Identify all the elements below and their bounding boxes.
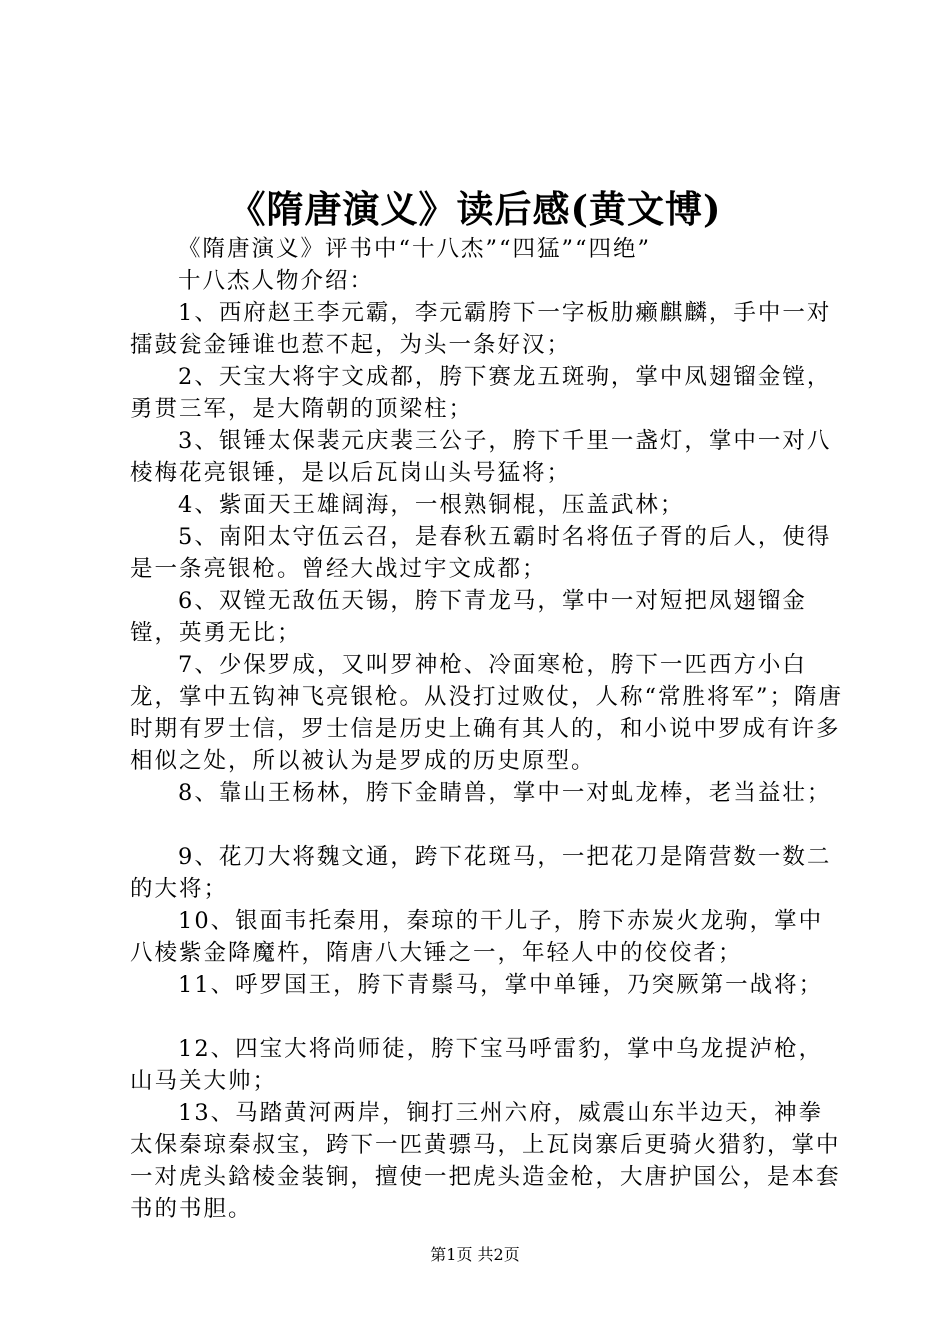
list-item: 8、靠山王杨林，胯下金睛兽，掌中一对虬龙棒，老当益壮； [178, 780, 832, 806]
list-item: 3、银锤太保裴元庆裴三公子，胯下千里一盏灯，掌中一对八棱梅花亮银锤，是以后瓦岗山头号猛将； [130, 428, 832, 486]
list-item: 6、双镗无敌伍天锡，胯下青龙马，掌中一对短把凤翅镏金镗，英勇无比； [130, 588, 807, 646]
list-item: 10、银面韦托秦用，秦琼的干儿子，胯下赤炭火龙驹，掌中八棱紫金降魔杵，隋唐八大锤之一，年轻人中的佼佼者； [130, 908, 824, 966]
list-item: 12、四宝大将尚师徒，胯下宝马呼雷豹，掌中乌龙提泸枪，山马关大帅； [130, 1036, 824, 1094]
paragraph-gap [130, 809, 845, 841]
document-body [130, 233, 845, 1225]
list-item: 9、花刀大将魏文通，跨下花斑马，一把花刀是隋营数一数二的大将； [130, 844, 832, 902]
document-title: 《隋唐演义》读后感(黄文博) [228, 187, 722, 231]
list-item: 7、少保罗成，又叫罗神枪、冷面寒枪，胯下一匹西方小白龙，掌中五钩神飞亮银枪。从没打过败仗，人称“常胜将军”；隋唐时期有罗士信，罗士信是历史上确有其人的，和小说中罗成有许多相似之处，所以被认为是罗成的历史原型。 [130, 652, 844, 774]
list-item: 4、紫面天王雄阔海，一根熟铜棍，压盖武林； [178, 492, 685, 518]
list-item: 11、呼罗国王，胯下青鬃马，掌中单锤，乃突厥第一战将； [178, 972, 824, 998]
paragraph-gap [130, 1001, 845, 1033]
page-footer: 第1页 共2页 [430, 1245, 520, 1264]
list-item: 1、西府赵王李元霸，李元霸胯下一字板肋癞麒麟，手中一对擂鼓瓮金锤谁也惹不起，为头一条好汉； [130, 300, 832, 358]
section-heading: 十八杰人物介绍： [178, 268, 375, 294]
subtitle-line: 《隋唐演义》评书中“十八杰”“四猛”“四绝” [178, 236, 652, 262]
list-item: 13、马踏黄河两岸，锏打三州六府，威震山东半边天，神拳太保秦琼秦叔宝，跨下一匹黄骠马，上瓦岗寨后更骑火猎豹，掌中一对虎头鋡棱金装锏，擅使一把虎头造金枪，大唐护国公，是本套书的书胆。 [130, 1100, 841, 1222]
list-item: 2、天宝大将宇文成都，胯下赛龙五斑驹，掌中凤翅镏金镗，勇贯三军，是大隋朝的顶梁柱； [130, 364, 832, 422]
list-item: 5、南阳太守伍云召，是春秋五霸时名将伍子胥的后人，使得是一条亮银枪。曾经大战过宇文成都； [130, 524, 832, 582]
